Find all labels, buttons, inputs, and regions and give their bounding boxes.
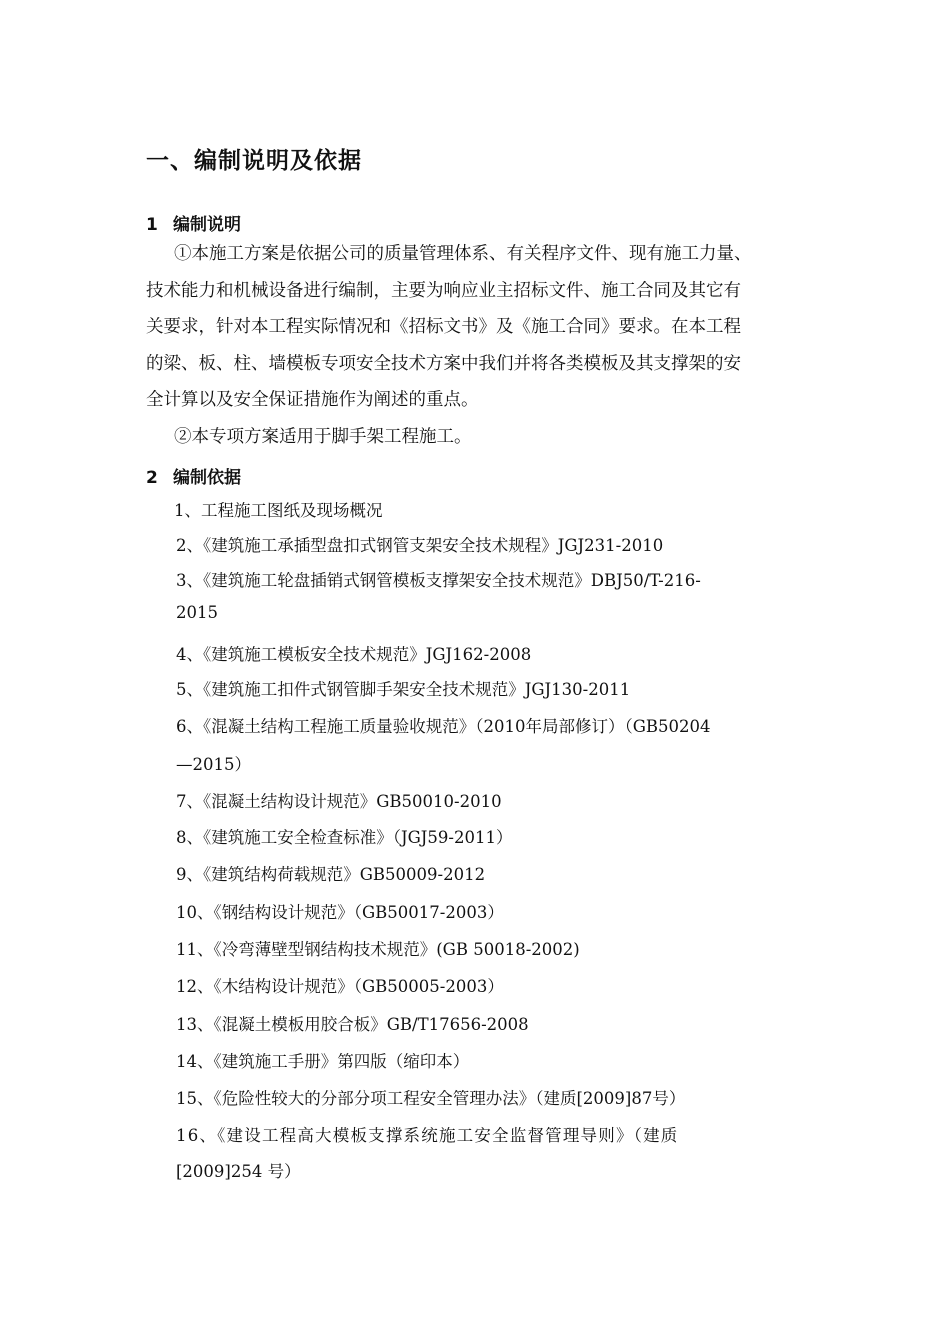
reference-item: 10、《钢结构设计规范》（GB50017-2003）: [176, 903, 504, 922]
reference-item: 5、《建筑施工扣件式钢管脚手架安全技术规范》JGJ130-2011: [176, 680, 631, 699]
paragraph-line: 全计算以及安全保证措施作为阐述的重点。: [146, 390, 479, 410]
reference-item: 2、《建筑施工承插型盘扣式钢管支架安全技术规程》JGJ231-2010: [176, 536, 664, 555]
section-1-number: 1: [146, 215, 158, 235]
chapter-heading: 一、编制说明及依据: [146, 148, 362, 174]
paragraph-line: 的梁、板、柱、墙模板专项安全技术方案中我们并将各类模板及其支撑架的安: [146, 353, 741, 374]
paragraph-line: 技术能力和机械设备进行编制，主要为响应业主招标文件、施工合同及其它有: [146, 280, 741, 301]
paragraph-line: 关要求，针对本工程实际情况和《招标文书》及《施工合同》要求。在本工程: [146, 317, 741, 337]
reference-item: 13、《混凝土模板用胶合板》GB/T17656-2008: [176, 1015, 529, 1034]
paragraph-line: ②本专项方案适用于脚手架工程施工。: [174, 426, 472, 447]
section-1-heading: [146, 210, 241, 235]
section-2-title: 编制依据: [173, 468, 241, 488]
reference-item: 7、《混凝土结构设计规范》GB50010-2010: [176, 792, 502, 811]
reference-item-continuation: 2015: [176, 603, 218, 622]
section-2-number: 2: [146, 468, 158, 488]
reference-item: 16、《建设工程高大模板支撑系统施工安全监督管理导则》（建质: [176, 1126, 679, 1145]
section-1-paragraph: [146, 236, 826, 455]
reference-item: 9、《建筑结构荷载规范》GB50009-2012: [176, 865, 486, 884]
reference-item: 6、《混凝土结构工程施工质量验收规范》（2010年局部修订）（GB50204: [176, 717, 711, 736]
reference-item: 11、《冷弯薄壁型钢结构技术规范》(GB 50018-2002): [176, 940, 580, 959]
reference-item: 1、工程施工图纸及现场概况: [174, 501, 383, 520]
section-2-heading: [146, 463, 241, 488]
reference-item: 4、《建筑施工模板安全技术规范》JGJ162-2008: [176, 645, 532, 664]
reference-item: 8、《建筑施工安全检查标准》（JGJ59-2011）: [176, 828, 513, 847]
reference-item: 3、《建筑施工轮盘插销式钢管模板支撑架安全技术规范》DBJ50/T-216-: [176, 571, 701, 590]
reference-item: 15、《危险性较大的分部分项工程安全管理办法》（建质[2009]87号）: [176, 1089, 686, 1108]
reference-item: 12、《木结构设计规范》（GB50005-2003）: [176, 977, 504, 996]
reference-item-continuation: [2009]254 号）: [176, 1162, 301, 1181]
paragraph-line: ①本施工方案是依据公司的质量管理体系、有关程序文件、现有施工力量、: [174, 244, 752, 264]
section-1-title: 编制说明: [173, 215, 241, 235]
reference-item: 14、《建筑施工手册》第四版（缩印本）: [176, 1052, 470, 1071]
reference-item-continuation: —2015）: [176, 755, 251, 774]
